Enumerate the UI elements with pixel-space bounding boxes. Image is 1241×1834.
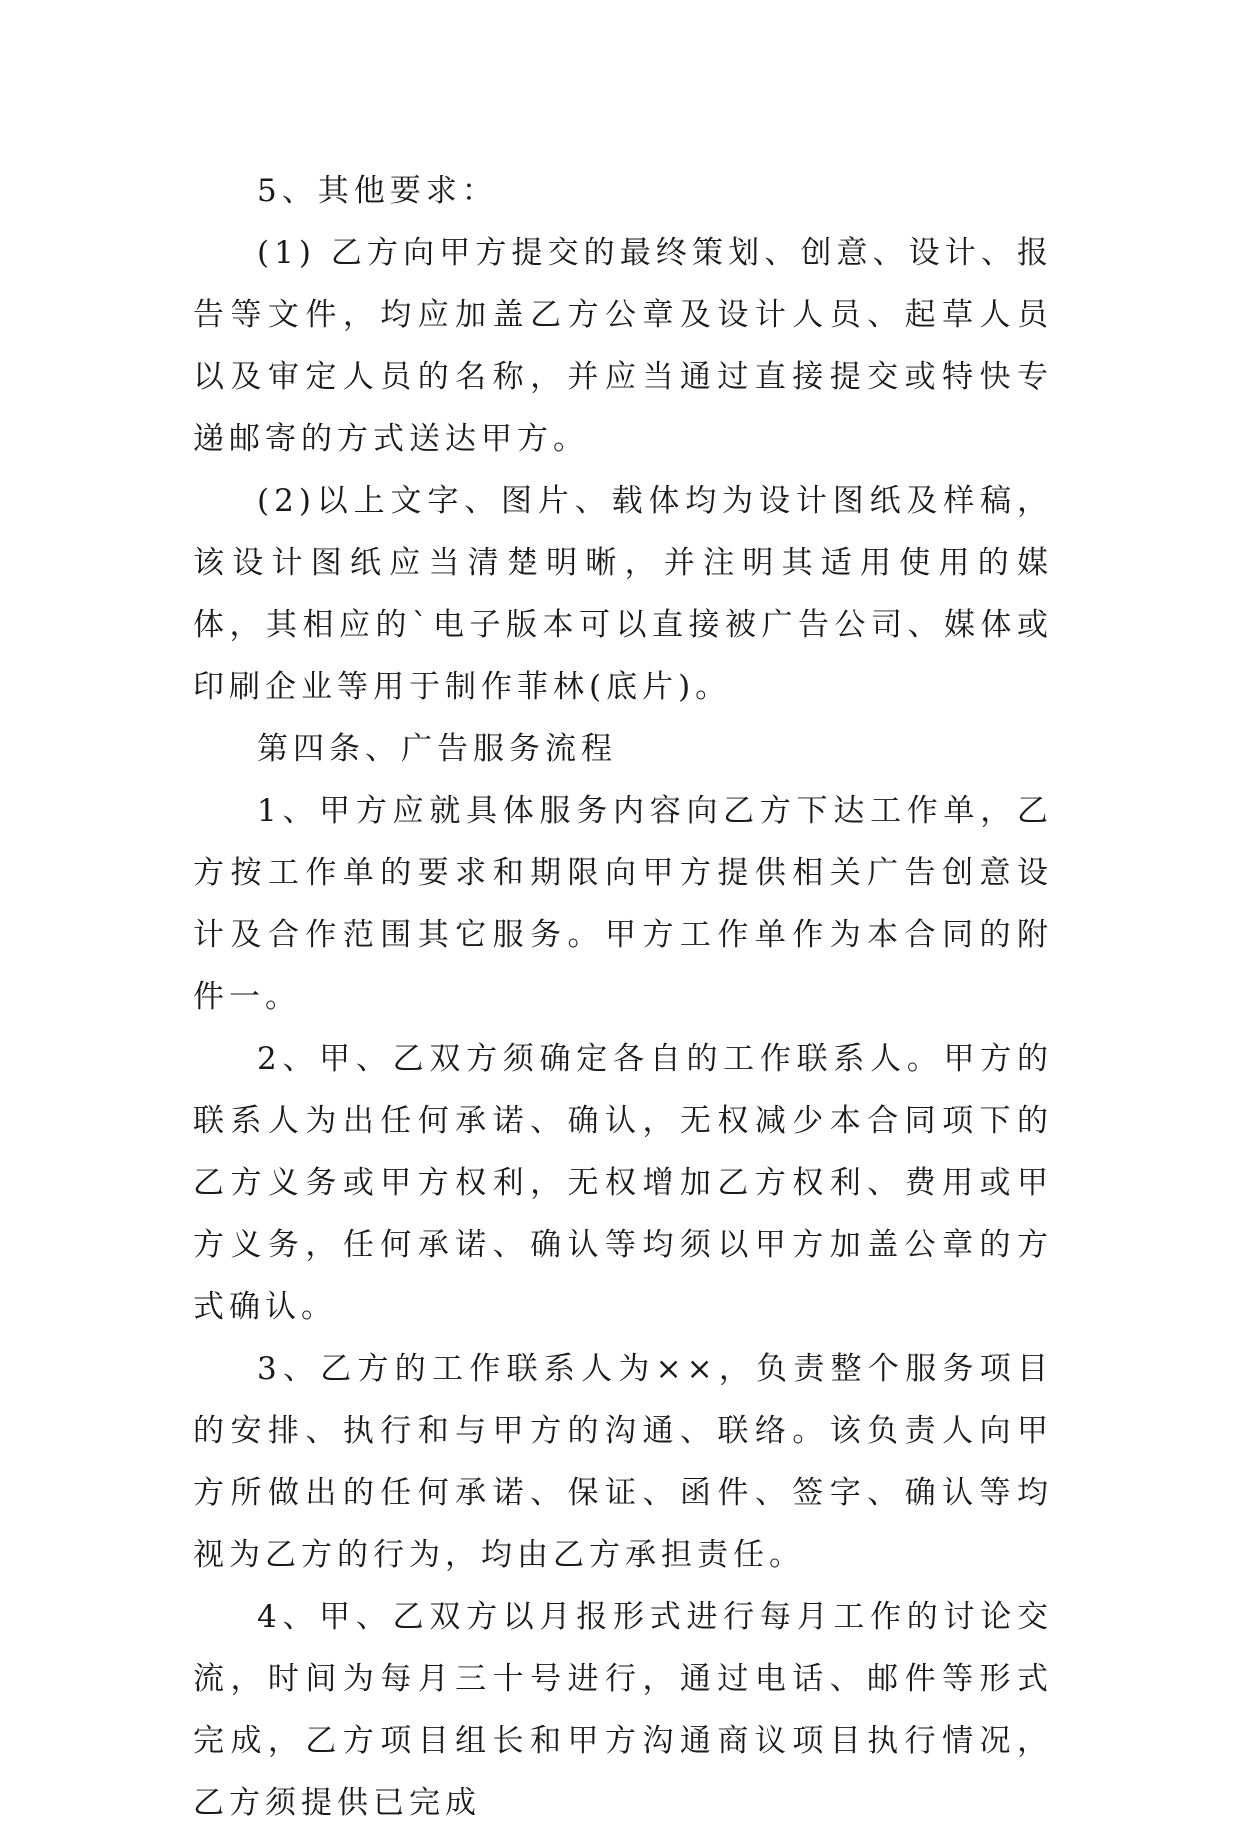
paragraph-process-1: 1、甲方应就具体服务内容向乙方下达工作单，乙方按工作单的要求和期限向甲方提供相关广告创意设计及合作范围其它服务。甲方工作单作为本合同的附件一。 [193,793,1053,1015]
paragraph-other-requirements-heading: 5、其他要求： [257,173,498,209]
document-body [193,160,1053,1834]
paragraph-requirement-1: (1) 乙方向甲方提交的最终策划、创意、设计、报告等文件，均应加盖乙方公章及设计人员、起草人员以及审定人员的名称，并应当通过直接提交或特快专递邮寄的方式送达甲方。 [193,235,1053,457]
paragraph-process-3: 3、乙方的工作联系人为××，负责整个服务项目的安排、执行和与甲方的沟通、联络。该负责人向甲方所做出的任何承诺、保证、函件、签字、确认等均视为乙方的行为，均由乙方承担责任。 [193,1351,1053,1573]
paragraph-requirement-2: (2)以上文字、图片、载体均为设计图纸及样稿，该设计图纸应当清楚明晰，并注明其适用使用的媒体，其相应的`电子版本可以直接被广告公司、媒体或印刷企业等用于制作菲林(底片)。 [193,483,1053,705]
paragraph-process-2: 2、甲、乙双方须确定各自的工作联系人。甲方的联系人为出任何承诺、确认，无权减少本合同项下的乙方义务或甲方权利，无权增加乙方权利、费用或甲方义务，任何承诺、确认等均须以甲方加盖公章的方式确认。 [193,1041,1053,1325]
paragraph-process-4: 4、甲、乙双方以月报形式进行每月工作的讨论交流，时间为每月三十号进行，通过电话、邮件等形式完成，乙方项目组长和甲方沟通商议项目执行情况，乙方须提供已完成 [193,1599,1053,1821]
section-heading-article-4: 第四条、广告服务流程 [257,731,617,767]
